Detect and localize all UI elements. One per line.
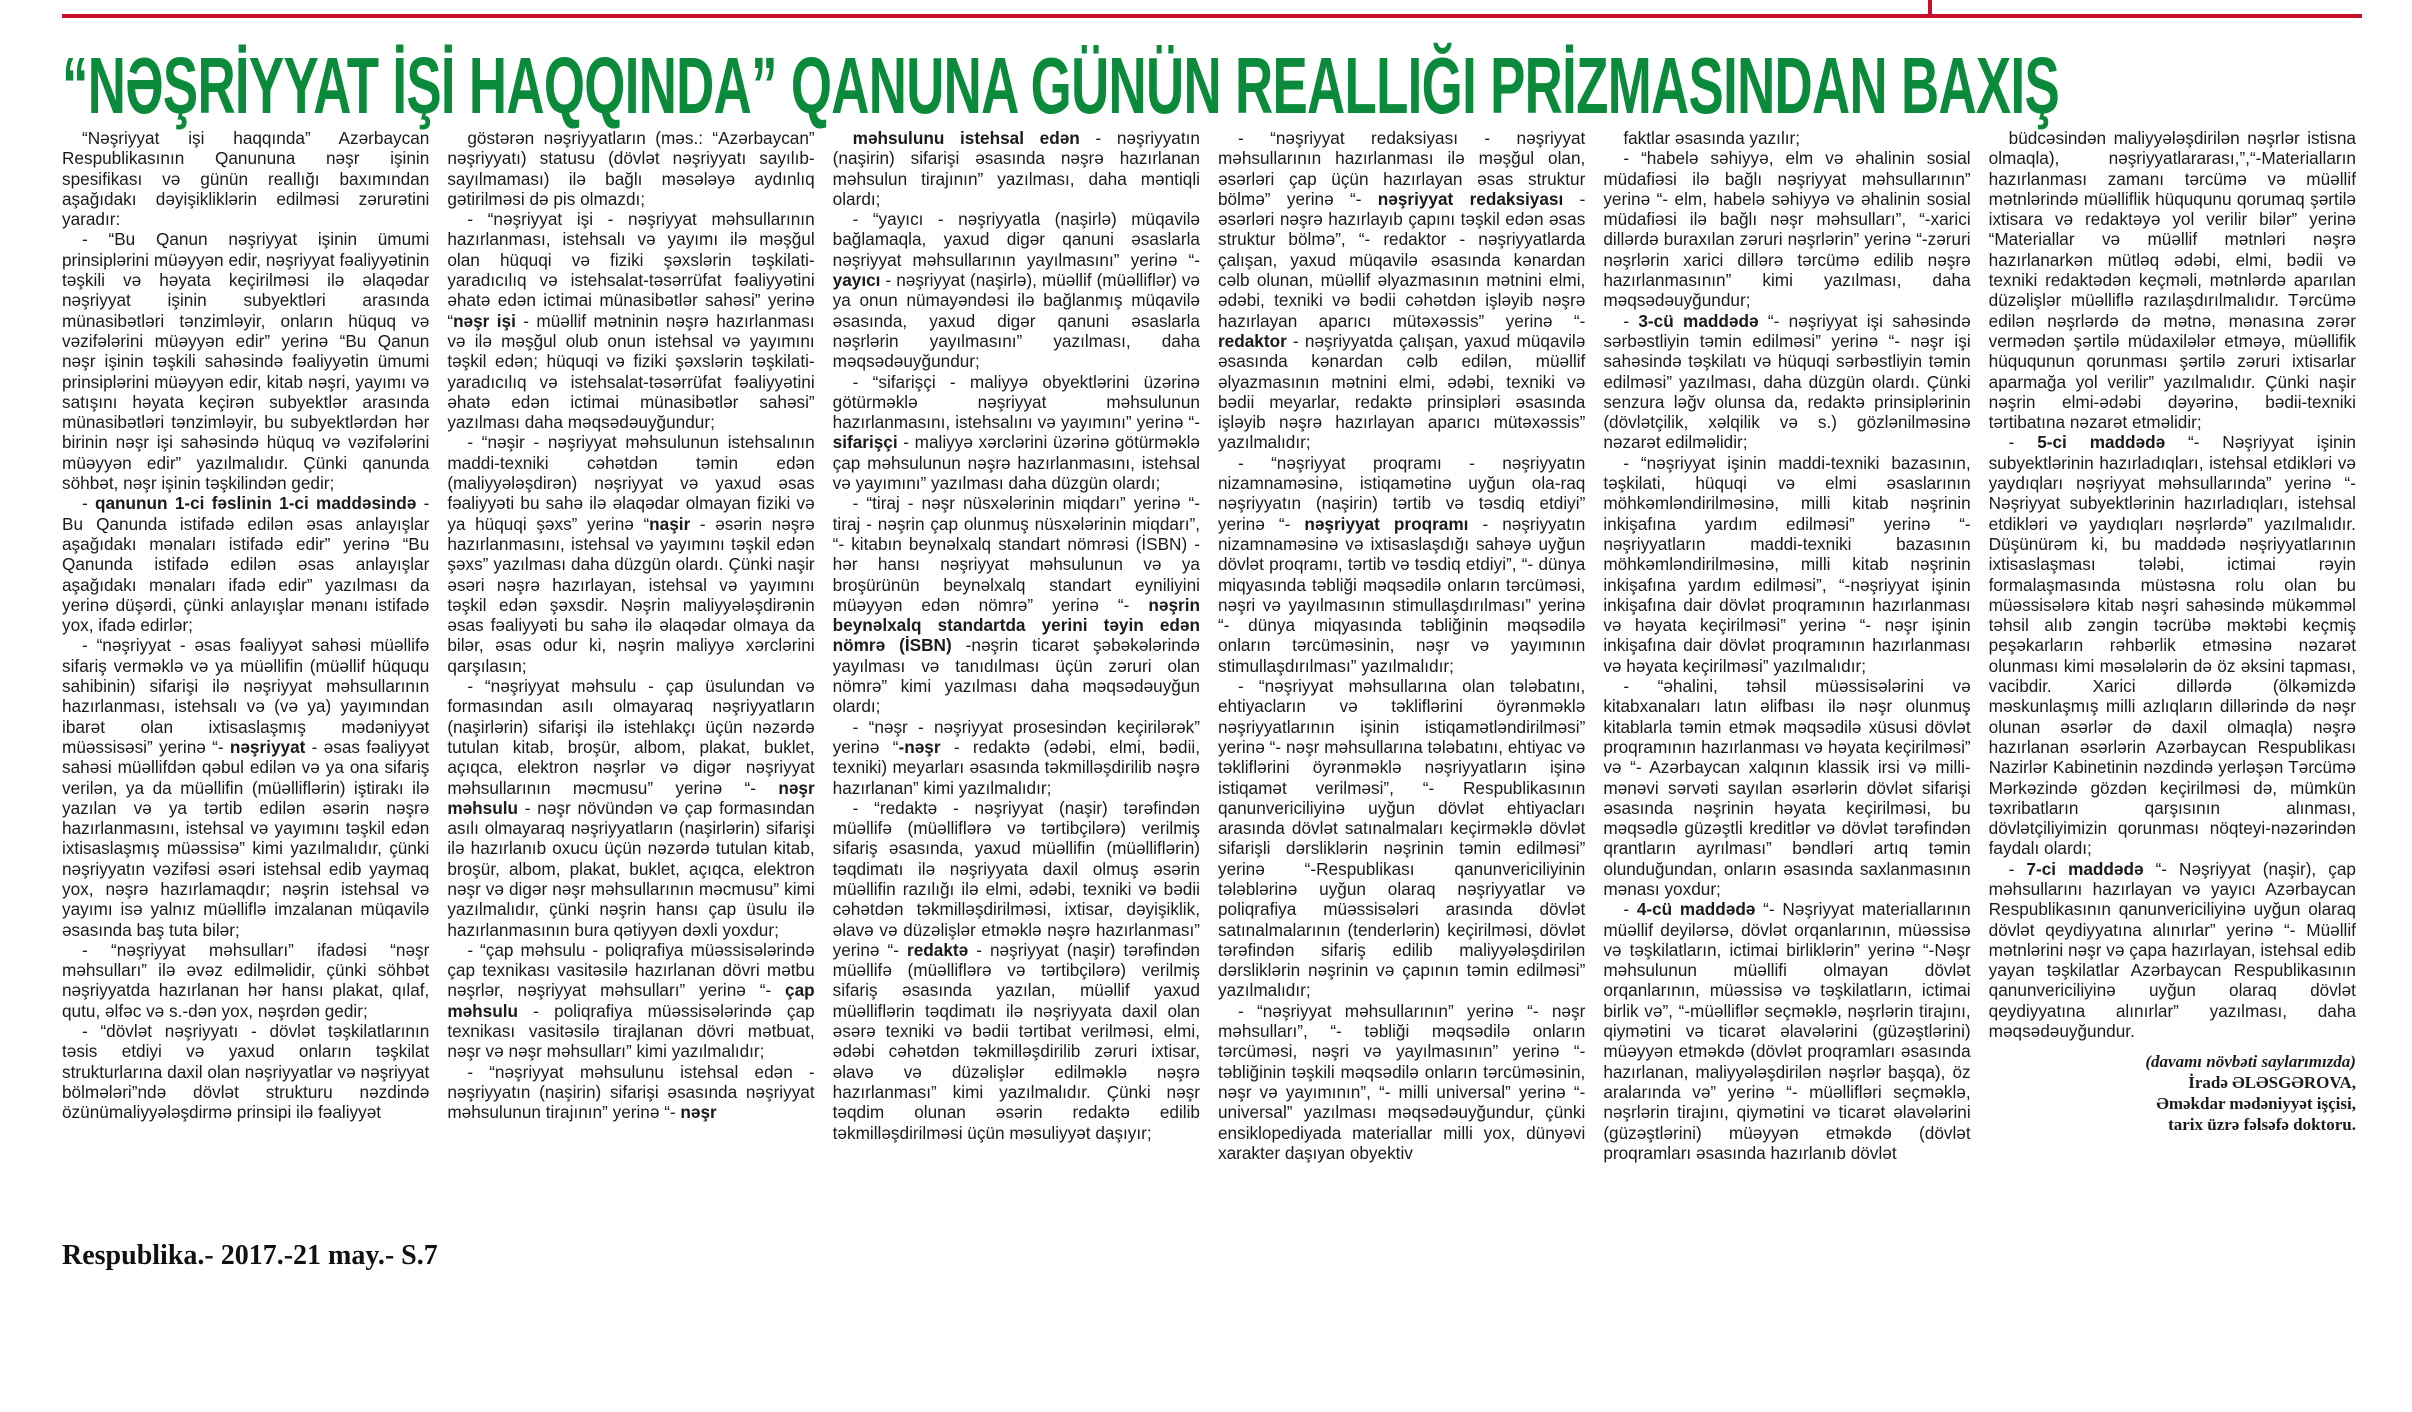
bold-term: qanunun 1-ci fəslinin 1-ci maddəsində [95,493,417,514]
article-paragraph: məhsulunu istehsal edən - nəşriyyatın (naşirin) sifarişi əsasında nəşrə hazırlanan məhsulun tirajının” yazılması, daha məntiqli olardı; [832,128,1200,209]
bold-term: redaktor [1217,330,1287,351]
article-paragraph: - “nəşriyyat məhsullarının” yerinə “- nəşr məhsulları”, “- təbliği məqsədilə onların tərcüməsi, nəşri və yayılmasının” yerinə “- təbliğinin təşkili məqsədilə onların tərcüməsinin, nəşr və yayımının”, “- milli universal” yerinə “- universal” yazılması məqsədəuyğundur, çünki ensiklopediyada materiallar milli yox, dünyəvi xarakter daşıyan obyektiv [1217,1000,1586,1163]
column-5 [1603,128,1970,1218]
top-rule [62,14,2362,18]
bold-term: naşir [649,513,691,534]
article-paragraph: - 4-cü maddədə “- Nəşriyyat materiallarının müəllif deyilərsə, dövlət orqanlarının, müəssisə və təşkilatların, ictimai birliklərin” yerinə “-Nəşr məhsulunun müəllifi olmayan dövlət orqanlarının, müəssisə və təşkilatların, ictimai birlik və”, “-müəlliflər seçməklə, nəşrlərin tirajını, qiymətini və ticarət əlavələrini (güzəştlərini) müəyyən etməkdə (dövlət proqramları əsasında hazırlanan, maliyyələşdirilən nəşrlər başqa), öz aralarında və” yerinə “- müəllifləri seçməklə, nəşrlərin tirajını, qiymətini və ticarət əlavələrini (güzəştlərini) müəyyən etməkdə (dövlət proqramları əsasında hazırlanıb dövlət [1603,899,1971,1163]
article-paragraph: - 3-cü maddədə “- nəşriyyat işi sahəsində sərbəstliyin təmin edilməsi” yerinə “- nəşr işi sahəsində təşkilatı və hüquqi sərbəstliyin təmin edilməsi” yazılması, daha düzgün olardı. Çünki senzura ləğv olunsa da, redaktə prinsiplərinin (dövlətçilik, xəlqilik və s.) gözlənilməsinə nəzarət edilməlidir; [1603,310,1971,453]
bold-term: nəşriyyat redaksiyası [1377,188,1564,209]
article-paragraph: - “habelə səhiyyə, elm və əhalinin sosial müdafiəsi ilə bağlı nəşriyyat məhsullarının” yerinə “- elm, habelə səhiyyə və əhalinin sosial müdafiəsi ilə bağlı nəşr məhsulları”, “-xarici dillərdə buraxılan zəruri nəşrlərin” yerinə “-zəruri nəşrlərin xarici dillərə tərcümə edilib nəşrə hazırlanmasının” kimi yazılması, daha məqsədəuyğundur; [1603,148,1971,311]
article-paragraph: göstərən nəşriyyatların (məs.: “Azərbaycan” nəşriyyatı) statusu (dövlət nəşriyyatı sayılıb-sayılmaması) ilə bağlı məsələyə aydınlıq gətirilməsi də pis olmazdı; [447,128,815,209]
bold-term: nəşr işi [453,310,516,331]
author-title: Əməkdar mədəniyyət işçisi, [2156,1094,2356,1114]
article-paragraph: - 5-ci maddədə “- Nəşriyyat işinin subyektlərinin hazırladıqları, istehsal etdikləri və yaydıqları nəşriyyat məhsullarında” yerinə “- Nəşriyyat subyektlərinin hazırladıqları, istehsal etdikləri və yaydıqları nəşrlərdə” yazılmalıdır. Düşünürəm ki, bu maddədə nəşriyyatlarının ixtisaslaşması tələbi, ictimai rəyin formalaşmasında müstəsna rolu olan bu müəssisələrə kitab nəşri sahəsində mükəmməl təhsil alıb zəngin təcrübə məktəbi keçmiş peşəkarların rəhbərlik etməsinə nəzarət olunması kimi məsələlərin də öz əksini tapması, vacibdir. Xarici dillərdə (ölkəmizdə məskunlaşmış milli azlıqların dillərində də nəşr olunan əsərlər də daxil olmaqla) nəşrə hazırlanan əsərlərin Azərbaycan Respublikası Nazirlər Kabinetinin nəzdində yerləşən Tərcümə Mərkəzində gözdən keçirilməsi də, mümkün təxribatların qarşısının alınması, dövlətçiliyimizin qorunması nöqteyi-nəzərindən faydalı olardı; [1988,432,2356,859]
article-paragraph: - “sifarişçi - maliyyə obyektlərini üzərinə götürməklə nəşriyyat məhsulunun hazırlanmasını, istehsalını və yayımını” yerinə “- sifarişçi - maliyyə xərclərini üzərinə götürməklə çap məhsulunun nəşrə hazırlanmasını, istehsal və yayımını” yazılması daha düzgün olardı; [832,371,1200,494]
article-paragraph: büdcəsindən maliyyələşdirilən nəşrlər istisna olmaqla), nəşriyyatlararası,”,“-Materialların hazırlanması zamanı tərcümə və müəllif mətnlərində müəlliflik hüququnu qorumaq şərtilə ixtisara və redaktəyə yol verilir bilər” yerinə “Materiallar və müəllif mətnləri nəşrə hazırlanarkən mütləq ədəbi, elmi, bədii və texniki redaktədən keçməli, mətnlərdə aparılan düzəlişlər müəlliflə razılaşdırılmalıdır. Tərcümə edilən nəşrlərdə də mətnə, mənasına zərər vermədən şərtilə müdaxilələr etməyə, müəllifik hüququnun qorunması şərtilə zəruri ixtisarlar aparmağa yol verilir” yazılmalıdır. Çünki naşir nəşrin elmi-ədəbi dəyərinə, bədii-texniki tərtibatına nəzarət etməlidir; [1988,128,2356,433]
bold-term: nəşr [680,1102,717,1123]
article-paragraph: - “dövlət nəşriyyatı - dövlət təşkilatlarının təsis etdiyi və yaxud onların təşkilat strukturlarına daxil olan nəşriyyatlar və nəşriyyat bölmələri”ndə dövlət strukturu nəzdində özünümaliyyələşdirmə prinsipi ilə fəaliyyət [62,1021,430,1123]
article-paragraph: - “nəşriyyat - əsas fəaliyyət sahəsi müəllifə sifariş verməklə və ya müəllifin (müəllif hüququ sahibinin) sifarişi ilə nəşriyyat məhsullarının hazırlanması, istehsalı və (və ya) yayımından ibarət olan ixtisaslaşmış mədəniyyət müəssisəsi” yerinə “- nəşriyyat - əsas fəaliyyət sahəsi müəllifdən qəbul edilən və ya ona sifariş verilən, ya da müəllifin (müəlliflərin) iştirakı ilə yazılan və ya tərtib edilən əsərin nəşrə hazırlanmasını, istehsal və yayımını təşkil edən ixtisaslaşmış müəssisə” kimi yazılmalıdır, çünki nəşriyyatın vəzifəsi əsəri istehsal edib yaymaq yox, nəşrə hazırlamaqdır; nəşrin istehsal və yayımı isə yalnız müəlliflə imzalanan müqavilə əsasında baş tuta bilər; [62,635,430,940]
column-3 [833,128,1200,1218]
article-paragraph: - “çap məhsulu - poliqrafiya müəssisələrində çap texnikası vasitəsilə hazırlanan dövri mətbu nəşrlər, nəşriyyat məhsulları” yerinə “- çap məhsulu - poliqrafiya müəssisələrində çap texnikası vasitəsilə tirajlanan dövri mətbuat, nəşr və nəşr məhsulları” kimi yazılmalıdır; [447,939,815,1062]
column-2 [447,128,814,1218]
author-degree: tarix üzrə fəlsəfə doktoru. [2168,1115,2356,1135]
article-paragraph: - “nəşriyyat məhsulları” ifadəsi “nəşr məhsulları” ilə əvəz edilməlidir, çünki söhbət nəşriyyatda hazırlanan hər hansı plakat, qılaf, qutu, əlfəc və s.-dən yox, nəşrdən gedir; [62,939,430,1021]
article-paragraph: - “nəşr - nəşriyyat prosesindən keçirilərək” yerinə “-nəşr - redaktə (ədəbi, elmi, bədii, texniki) meyarları əsasında təkmilləşdirilib nəşrə hazırlanan” kimi yazılmalıdır; [832,716,1200,798]
article-paragraph: faktlar əsasında yazılır; [1623,128,1801,148]
column-1 [62,128,429,1218]
article-paragraph: - “yayıcı - nəşriyyatla (naşirlə) müqavilə bağlamaqla, yaxud digər qanuni əsaslarla nəşriyyat məhsullarının yayılmasını” yerinə “- yayıcı - nəşriyyat (naşirlə), müəllif (müəlliflər) və ya onun nümayəndəsi ilə bağlanmış müqavilə əsasında, yaxud digər qanuni əsaslarla nəşrlərin yayılmasını” yazılması, daha məqsədəuyğundur; [832,209,1200,372]
source-citation: Respublika.- 2017.-21 may.- S.7 [62,1240,438,1271]
article-paragraph: - “tiraj - nəşr nüsxələrinin miqdarı” yerinə “- tiraj - nəşrin çap olunmuş nüsxələrinin miqdarı”, “- kitabın beynəlxalq standart nömrəsi (İSBN) - hər hansı nəşriyyat məhsulunun və ya broşürünün beynəlxalq standart eyniliyini müəyyən edən nömrə” yerinə “- nəşrin beynəlxalq standartda yerini təyin edən nömrə (İSBN) -nəşrin ticarət şəbəkələrində yayılması və tanıdılması üçün zəruri olan nömrə” kimi yazılması daha məqsədəuyğun olardı; [832,493,1200,717]
article-paragraph: - “Bu Qanun nəşriyyat işinin ümumi prinsiplərini müəyyən edir, nəşriyyat fəaliyyətinin təşkili və həyata keçirilməsi ilə əlaqədar nəşriyyat işinin subyektləri arasında münasibətləri tənzimləyir, onların hüquq və vəzifələrini müəyyən edir” yerinə “Bu Qanun nəşr işinin təşkili sahəsində fəaliyyətin ümumi prinsiplərini müəyyən edir, kitab nəşri, yayımı və satışını həyata keçirən subyektlər arasında münasibətləri tənzimləyir, bu subyektlərdən hər birinin nəşr işi sahəsində hüquq və vəzifələrini müəyyən edir” yazılmalıdır. Çünki qanunda söhbət, nəşr işinin təşkilindən gedir; [62,229,430,494]
signature-block [1989,1051,2356,1135]
bold-term: çap məhsulu [447,980,815,1021]
bold-term: məhsulunu istehsal edən [852,128,1080,148]
article-paragraph: - “nəşriyyat işinin maddi-texniki bazasının, təşkilati, hüquqi və elmi əsaslarının möhkəmləndirilməsinə, milli kitab nəşrinin inkişafına yardım edilməsi” yerinə “- nəşriyyatların maddi-texniki bazasının möhkəmləndirilməsinə, milli kitab nəşrinin inkişafına yardım edilməsi”, “-nəşriyyat işinin inkişafına dair dövlət proqramının hazırlanması və həyata keçirilməsi” yerinə “- nəşr işinin inkişafına dair dövlət proqramının hazırlanması və həyata keçirilməsi” yazılmalıdır; [1603,452,1971,676]
article-paragraph: - “nəşir - nəşriyyat məhsulunun istehsalının maddi-texniki cəhətdən təmin edən (maliyyələşdirən) nəşriyyat və yaxud əsas fəaliyyəti bu sahə ilə əlaqədar olmayan fiziki və ya hüquqi şəxs” yerinə “naşir - əsərin nəşrə hazırlanmasını, istehsal və yayımını təşkil edən şəxs” yazılması daha düzgün olardı. Çünki naşir əsəri nəşrə hazırlayan, istehsal və yayımını təşkil edən şəxsdir. Nəşrin maliyyələşdirənin əsas fəaliyyəti bu sahə ilə əlaqədar olmaya da bilər, əsas odur ki, nəşrin maliyyə xərclərini qarşılasın; [447,432,815,676]
bold-term: 5-ci maddədə [2037,432,2166,453]
bold-term: nəşrin beynəlxalq standartda yerini təyin edən nömrə (İSBN) [832,594,1200,656]
article-paragraph: - “nəşriyyat işi - nəşriyyat məhsullarının hazırlanması, istehsalı və yayımı ilə məşğul olan hüquqi və fiziki şəxslərin təşkilati-yaradıcılıq və istehsalat-təsərrüfat fəaliyyətini əhatə edən ictimai münasibətlər sahəsi” yerinə “nəşr işi - müəllif mətninin nəşrə hazırlanması və ilə məşğul olub onun istehsal və yayımını təşkil edən; hüquqi və fiziki şəxslərin təşkilati-yaradıcılıq və istehsalat-təsərrüfat fəaliyyətini əhatə edən ictimai münasibətlər sahəsi” yazılması daha məqsədəuyğundur; [447,209,815,433]
article-body [62,128,2356,1218]
bold-term: 4-cü maddədə [1636,899,1756,920]
bold-term: 3-cü maddədə [1638,310,1759,331]
article-paragraph: - “nəşriyyat məhsulu - çap üsulundan və formasından asılı olmayaraq nəşriyyatların (naşirlərin) sifarişi ilə istehlakçı üçün nəzərdə tutulan kitab, broşür, albom, plakat, buklet, açıqca, elektron nəşrlər və digər nəşriyyat məhsullarının məcmusu” yerinə “- nəşr məhsulu - nəşr növündən və çap formasından asılı olmayaraq nəşriyyatların (naşirlərin) sifarişi ilə hazırlanıb oxucu üçün nəzərdə tutulan kitab, broşür, albom, plakat, buklet, açıqca, elektron nəşr və digər nəşr məhsullarının məcmusu” kimi yazılmalıdır, çünki nəşrin hansı çap üsulu ilə hazırlanmasının bura qətiyyən dəxli yoxdur; [447,676,815,940]
article-paragraph: - “nəşriyyat proqramı - nəşriyyatın nizamnaməsinə, istiqamətinə uyğun ola-raq nəşriyyatın (naşirin) tərtib və təsdiq etdiyi” yerinə “- nəşriyyat proqramı - nəşriyyatın nizamnaməsinə və ixtisaslaşdığı sahəyə uyğun dövlət proqramı, tərtib və təsdiq etdiyi”, “- dünya miqyasında təbliği məqsədilə onların tərcüməsi, nəşri və yayılmasının stimullaşdırılması” yerinə “- dünya miqyasında təbliğinin məqsədilə onların tərcüməsinin, nəşr və yayımının stimullaşdırılması” yazılmalıdır; [1217,452,1586,676]
column-6 [1989,128,2356,1218]
bold-term: nəşr məhsulu [447,777,815,818]
article-paragraph: - “nəşriyyat məhsullarına olan tələbatını, ehtiyacların və təkliflərini öyrənməklə nəşriyyatlarının işinin istiqamətləndirilməsi” yerinə “- nəşr məhsullarına tələbatını, ehtiyac və təkliflərini öyrənməklə nəşriyyatların işinə istiqamət verilməsi”, “- Respublikasının qanunvericiliyinə uyğun dövlət ehtiyacları arasında dövlət satınalmaları keçirməklə dövlət sifarişli dərsliklərin nəşrinin təmin edilməsi” yerinə “-Respublikası qanunvericiliyinin tələblərinə uyğun olaraq nəşriyyatlar və poliqrafiya müəssisələri arasında dövlət satınalmalarının (tenderlərin) keçirilməsi, dövlət tərəfindən sifariş edilib maliyyələşdirilən dərsliklərin nəşrinin və çapının təmin edilməsi” yazılmalıdır; [1217,676,1586,1001]
article-paragraph: - “redaktə - nəşriyyat (naşir) tərəfindən müəllifə (müəlliflərə və tərtibçilərə) verilmiş sifariş əsasında, yaxud müəllifin (müəlliflərin) təqdimatı ilə nəşriyyata daxil olmuş əsərin müəllifin razılığı ilə elmi, ədəbi, texniki və bədii cəhətdən təkmilləşdirilməsi, ixtisar, dəyişiklik, əlavə və düzəlişlər etməklə nəşrə hazırlanması” yerinə “- redaktə - nəşriyyat (naşir) tərəfindən müəllifə (müəlliflərə və tərtibçilərə) verilmiş sifariş əsasında yazılan, müəllif yaxud müəlliflərin təqdimatı ilə nəşriyyata daxil olan əsərə texniki və bədii tərtibat verilməsi, elmi, ədəbi cəhətdən təkmilləşdirilib zəruri ixtisar, əlavə və düzəlişlər edilməklə nəşrə hazırlanması” kimi yazılmalıdır. Çünki nəşr təqdim olunan əsərin redaktə edilib təkmilləşdirilməsi üçün məsuliyyət daşıyır; [832,797,1200,1143]
article-paragraph: - “nəşriyyat məhsulunu istehsal edən - nəşriyyatın (naşirin) sifarişi əsasında nəşriyyat məhsulunun tirajının” yerinə “- nəşr [447,1061,815,1123]
bold-term: nəşriyyat [229,736,306,757]
bold-term: 7-ci maddədə [2026,858,2144,879]
bold-term: -nəşr [898,736,941,757]
article-paragraph: - qanunun 1-ci fəslinin 1-ci maddəsində - Bu Qanunda istifadə edilən əsas anlayışlar aşağıdakı mənaları istifadə edir” yerinə “Bu Qanunda istifadə edilən əsas anlayışlar aşağıdakı mənaları ifadə edir” yazılması da yerinə düşərdi, çünki anlayışlar mənanı istifadə yox, ifadə edirlər; [62,493,430,636]
article-headline: “NƏŞRİYYAT İŞİ HAQQINDA” QANUNA GÜNÜN REALLIĞI PRİZMASINDAN BAXIŞ [62,41,2060,130]
bold-term: redaktə [907,939,969,960]
top-rule-mark [1928,0,1932,16]
article-paragraph: - “nəşriyyat redaksiyası - nəşriyyat məhsullarının hazırlanması ilə məşğul olan, əsərləri çap üçün hazırlayan əsas struktur bölmə” yerinə “- nəşriyyat redaksiyası - əsərləri nəşrə hazırlayıb çapını təşkil edən əsas struktur bölmə”, “- redaktor - nəşriyyatlarda çalışan, yaxud müqavilə əsasında kənardan cəlb olunan, müəllif əlyazmasının mətnini elmi, ədəbi, texniki və bədii cəhətdən işləyib nəşrə hazırlayan aparıcı mütəxəssis” yerinə “- redaktor - nəşriyyatda çalışan, yaxud müqavilə əsasında kənardan cəlb edilən, müəllif əlyazmasının mətnini elmi, ədəbi, texniki və bədii meyarlar, redaktə prinsipləri əsasında işləyib nəşrə hazırlayan aparıcı mütəxəssis” yazılmalıdır; [1217,128,1586,453]
article-paragraph: “Nəşriyyat işi haqqında” Azərbaycan Respublikasının Qanununa nəşr işinin spesifikası və günün reallığı baxımından aşağıdakı dəyişikliklərin edilməsi zərurətini yaradır: [62,128,430,230]
author-name: İradə ƏLƏSGƏROVA, [2188,1073,2356,1093]
article-paragraph: - “əhalini, təhsil müəssisələrini və kitabxanaları latın əlifbası ilə nəşr olunmuş kitablarla təmin etmək məqsədilə xüsusi dövlət proqramının hazırlanması və həyata keçirilməsi” və “- Azərbaycan xalqının klassik irsi və milli-mənəvi sərvəti sayılan əsərlərin dövlət sifarişi əsasında nəşrinin həyata keçirilməsi, bu məqsədlə güzəştli kreditlər və dövlət tərəfindən qrantların ayrılması” bəndləri artıq təmin olunduğundan, onların əsasında saxlanmasının mənası yoxdur; [1603,676,1971,899]
column-4 [1218,128,1585,1218]
bold-term: sifarişçi [832,432,898,453]
continued-note: (davamı növbəti saylarımızda) [2145,1052,2356,1072]
bold-term: yayıcı [832,270,881,291]
bold-term: nəşriyyat proqramı [1304,513,1469,534]
article-paragraph: - 7-ci maddədə “- Nəşriyyat (naşir), çap məhsullarını hazırlayan və yayıcı Azərbaycan Respublikasının qanunvericiliyinə uyğun olaraq dövlət qeydiyyatına alınırlar” yerinə “- Müəllif mətnlərini nəşr və çapa hazırlayan, istehsal edib yayan təşkilatlar Azərbaycan Respublikasının qanunvericiliyinə uyğun olaraq dövlət qeydiyyatına alınırlar” yazılması, daha məqsədəuyğundur. [1988,858,2356,1042]
column-6-paragraphs [1989,128,2356,1041]
